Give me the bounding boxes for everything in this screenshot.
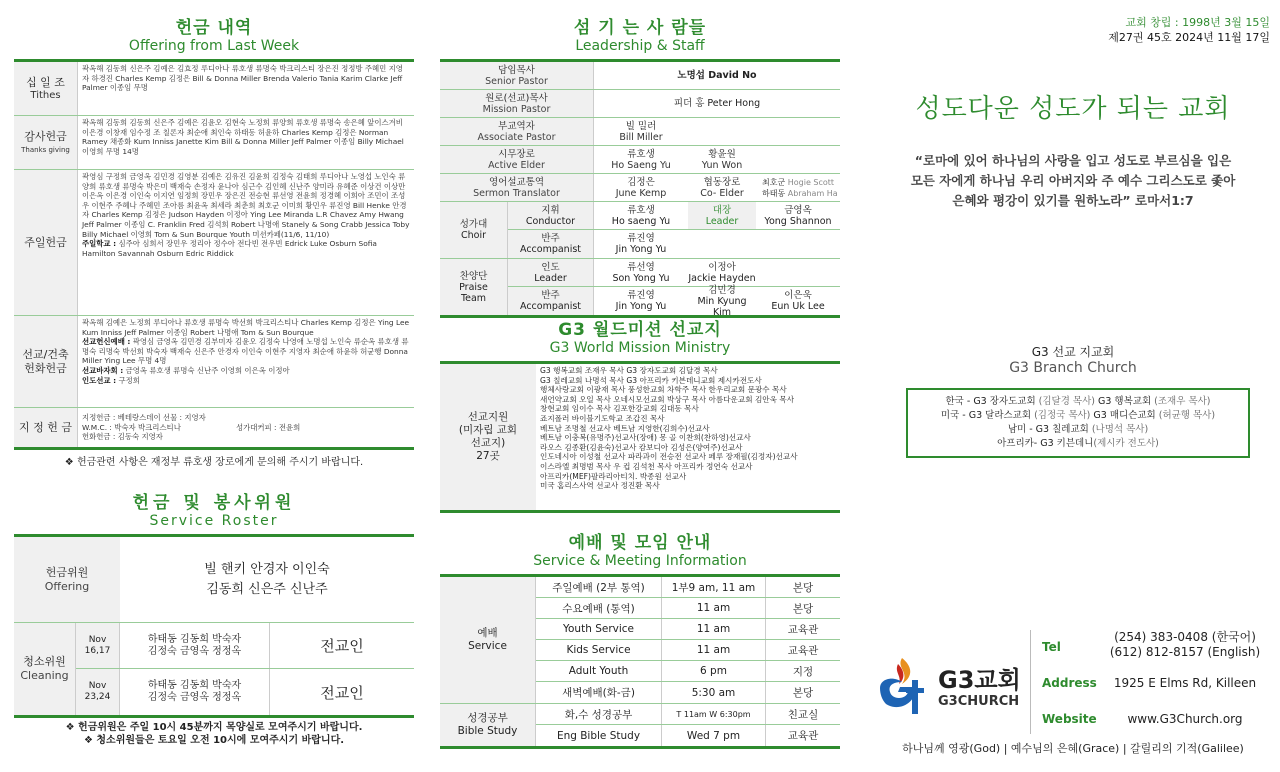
mission-pastor-label bbox=[440, 90, 594, 117]
choir-accompanist-label bbox=[508, 230, 594, 258]
tithes-label bbox=[14, 62, 78, 115]
mission-list-item: 창현교회 임이수 목사 김포한강교회 김대동 목사 bbox=[540, 404, 699, 414]
website-link[interactable]: www.G3Church.org bbox=[1127, 712, 1243, 726]
designated-offering-label-ko: 지 정 헌 금 bbox=[19, 420, 72, 434]
church-logo bbox=[872, 654, 1022, 718]
cleaning-committee-label bbox=[14, 623, 76, 715]
tel-label: Tel bbox=[1042, 640, 1061, 654]
service-name: 주일예배 (2부 통역) bbox=[536, 577, 662, 597]
cleaning-names bbox=[120, 669, 270, 715]
associate-pastor-label-en: Associate Pastor bbox=[477, 131, 556, 143]
cleaning-committee-label-ko: 청소위원 bbox=[23, 655, 66, 668]
branch-church-header bbox=[866, 343, 1280, 376]
flame-cross-logo-icon bbox=[872, 654, 932, 718]
praise-leader-name-ko: 류선영 bbox=[627, 261, 655, 273]
co-elder-label-en: Co- Elder bbox=[700, 187, 744, 199]
cleaning-committee bbox=[14, 623, 414, 715]
designated-offering-label bbox=[14, 408, 78, 447]
offering-header bbox=[14, 18, 414, 55]
mission-table bbox=[440, 361, 840, 513]
senior-pastor-label-en: Senior Pastor bbox=[485, 75, 548, 87]
active-elder-name-en: Ho Saeng Yu bbox=[611, 159, 671, 171]
praise-accompanist-name bbox=[756, 287, 840, 315]
services-title: 예배 및 모임 안내 bbox=[568, 533, 712, 553]
praise-accompanist-row bbox=[508, 284, 840, 318]
offering-committee-names bbox=[120, 537, 414, 622]
praise-team-rows bbox=[508, 259, 840, 318]
mission-list-item: 라오스 김종환(김윤숙)선교사 캄보디아 김성은(양여주)선교사 bbox=[540, 442, 743, 452]
service-place: 교육관 bbox=[787, 623, 819, 636]
active-elder-name-en: Yun Won bbox=[701, 159, 743, 171]
cleaning-row bbox=[76, 623, 414, 669]
service-name: Adult Youth bbox=[536, 661, 662, 681]
senior-pastor-label-ko: 담임목사 bbox=[498, 64, 535, 76]
branch-church-pastor: (김달경 목사) bbox=[1038, 396, 1095, 407]
cleaning-all-members: 전교인 bbox=[320, 637, 364, 655]
service-row bbox=[536, 640, 840, 661]
praise-accompanist-name bbox=[594, 287, 688, 315]
praise-leader-name-en: Jackie Hayden bbox=[688, 272, 756, 284]
services-subtitle: Service & Meeting Information bbox=[533, 553, 747, 569]
leadership-title: 섬 기 는 사 람들 bbox=[573, 18, 707, 38]
mission-support-label-line: 선교지원 bbox=[467, 411, 509, 423]
co-elder-name-en: Hogie Scott bbox=[787, 177, 835, 187]
worship-group bbox=[440, 577, 840, 704]
cleaning-date bbox=[76, 669, 120, 715]
service-time: 5:30 am bbox=[662, 682, 766, 703]
service-place: 본당 bbox=[792, 581, 814, 594]
sermon-translator-row bbox=[440, 174, 840, 202]
offering-committee-label-ko: 헌금위원 bbox=[45, 565, 89, 579]
offering-committee-label-en: Offering bbox=[44, 579, 90, 593]
website-label: Website bbox=[1042, 712, 1097, 726]
choir-leader-label bbox=[688, 202, 756, 229]
flower-offering-label-ko: 헌화헌금 bbox=[24, 361, 67, 375]
associate-pastor-label-ko: 부교역자 bbox=[498, 120, 535, 132]
active-elder-name bbox=[594, 146, 688, 173]
choir-leader-label-ko: 대장 bbox=[712, 204, 732, 216]
cleaning-names-line: 하태동 김동희 박숙자 bbox=[147, 633, 242, 645]
praise-team-label-en: Team bbox=[460, 292, 487, 304]
choir-accompanist-row bbox=[508, 230, 840, 258]
leadership-column bbox=[440, 0, 840, 772]
mission-list-item: 아프리카(MEF)팔라리아티치. 박종원 선교사 bbox=[540, 471, 687, 481]
cleaning-names bbox=[120, 623, 270, 668]
sermon-translator-label-ko: 영어설교통역 bbox=[488, 176, 545, 188]
mission-pastor-name: 피더 홍 Peter Hong bbox=[673, 98, 761, 109]
co-elder-name bbox=[762, 188, 838, 199]
bible-study-label-ko: 성경공부 bbox=[467, 712, 508, 724]
service-row bbox=[536, 577, 840, 598]
logo-wordmark-ko: G3교회 bbox=[938, 666, 1021, 694]
praise-accompanist-label-ko: 반주 bbox=[541, 290, 560, 301]
praise-leader-name bbox=[594, 259, 688, 286]
tel-korean[interactable]: (254) 383-0408 (한국어) bbox=[1114, 630, 1256, 644]
mission-list bbox=[536, 364, 840, 510]
bible-study-label bbox=[440, 704, 536, 746]
bible-study-group bbox=[440, 704, 840, 746]
conductor-name-en: Ho saeng Yu bbox=[611, 215, 671, 227]
praise-leader-name-en: Son Yong Yu bbox=[612, 272, 670, 284]
mission-support-label bbox=[440, 364, 536, 510]
branch-church-item bbox=[912, 409, 1244, 423]
co-elder-name bbox=[762, 177, 834, 188]
designated-offering-content bbox=[78, 408, 414, 447]
cleaning-all-members: 전교인 bbox=[320, 683, 364, 702]
mission-list-item: 인도네시아 이성철 선교사 파라과이 전승전 선교사 페루 장재필(김정자)선교사 bbox=[540, 452, 798, 462]
bible-study-row bbox=[536, 704, 840, 725]
leadership-table bbox=[440, 59, 840, 318]
thanksgiving-label bbox=[14, 116, 78, 169]
service-place: 본당 bbox=[792, 687, 814, 699]
active-elder-row bbox=[440, 146, 840, 174]
worship-label-ko: 예배 bbox=[477, 627, 498, 639]
branch-church-name: 남미 - G3 칠레교회 bbox=[1007, 424, 1092, 435]
bulletin-issue: 제27권 45호 2024년 11월 17일 bbox=[1108, 31, 1270, 44]
sunday-school-names: 심주아 심희서 장민우 정리아 정수아 전다빈 전우빈 Edrick Luke Osburn Sofia Hamilton Savannah Osburn Edric Riddick bbox=[82, 239, 377, 258]
branch-church-name: 한국 - G3 장자도교회 bbox=[945, 396, 1039, 407]
bible-study-place: 교육관 bbox=[787, 730, 819, 742]
mission-pastor-label-en: Mission Pastor bbox=[482, 103, 551, 115]
mission-worship-label: 선교헌신예배 : bbox=[82, 337, 131, 347]
choir-accompanist-name-en: Jin Yong Yu bbox=[615, 244, 667, 255]
india-mission-label: 인도선교 : bbox=[82, 375, 117, 385]
thanksgiving-label-ko: 감사헌금 bbox=[24, 129, 67, 143]
mission-building-label-ko: 선교/건축 bbox=[22, 347, 69, 361]
choir-accompanist-label-ko: 반주 bbox=[541, 233, 560, 244]
mission-list-item: 행체사랑교회 이광재 목사 풍성한교회 차학주 목사 한우리교회 문광수 목사 bbox=[540, 385, 787, 395]
mission-building-names: 곽옥해 김예은 노정희 루디아나 류호생 류명숙 박선희 박크리스티나 Charles Kemp 김정은 Ying Lee Kum Inniss Jeff Palmer 이종임 Robert 나명애 Tom & Sun Bourque bbox=[82, 318, 410, 337]
choir-accompanist-label-en: Accompanist bbox=[519, 244, 582, 255]
praise-accompanist-name-en: Jin Yong Yu bbox=[615, 301, 667, 312]
branch-church-pastor: (제시카 전도사) bbox=[1093, 438, 1159, 449]
praise-accompanist-label-en: Accompanist bbox=[519, 301, 582, 312]
branch-church-pastor: (조재우 목사) bbox=[1154, 396, 1211, 407]
cleaning-committee-label-en: Cleaning bbox=[20, 669, 69, 682]
service-name: 수요예배 (통역) bbox=[536, 598, 662, 618]
branch-church-list bbox=[906, 388, 1250, 458]
bible-verse-line: “로마에 있어 하나님의 사랑을 입고 성도로 부르심을 입은 bbox=[914, 153, 1232, 168]
thanksgiving-row bbox=[14, 116, 414, 170]
cleaning-month: Nov bbox=[88, 681, 107, 691]
branch-church-pastor: (허균행 목사) bbox=[1158, 410, 1216, 421]
praise-accompanist-name-ko: 김민경 bbox=[708, 284, 736, 296]
mission-worship-names: 곽영심 금영옥 김민경 김부미자 김윤오 김정숙 나영애 노명섭 노인숙 류순옥 류호생 류명숙 리명숙 박선희 박숙자 백재숙 신은주 안경자 이인숙 이현주 지영자 최순애 하윤하 허균행 Donna Miller Ying Lee 무명 4명 bbox=[82, 337, 409, 366]
leadership-subtitle: Leadership & Staff bbox=[575, 38, 705, 54]
bible-verse-line: 은혜와 평강이 있기를 원하노라” 로마서1:7 bbox=[952, 193, 1194, 208]
praise-leader-name-ko: 이정아 bbox=[708, 261, 736, 273]
associate-pastor-name-ko: 빌 밀러 bbox=[625, 120, 657, 132]
offering-committee-line: 김동희 신은주 신난주 bbox=[206, 581, 328, 597]
choir-conductor-row bbox=[508, 202, 840, 230]
cleaning-names-line: 김정숙 금영옥 정정옥 bbox=[147, 692, 242, 703]
service-row bbox=[536, 682, 840, 703]
bible-study-label-en: Bible Study bbox=[457, 725, 518, 737]
offering-column bbox=[14, 0, 414, 772]
service-place: 본당 bbox=[792, 602, 814, 615]
co-elder-name-en: Abraham Ha bbox=[787, 188, 838, 198]
branch-church-item bbox=[912, 395, 1244, 409]
sermon-translator-name-ko: 김정은 bbox=[627, 176, 655, 188]
choir-leader-name-en: Yong Shannon bbox=[764, 215, 832, 227]
mission-list-item: 새언약교회 오일 목사 오네시모선교회 박상구 목사 아름다운교회 김안욱 목사 bbox=[540, 394, 795, 404]
bible-study-time: T 11am W 6:30pm bbox=[662, 704, 766, 724]
sunday-school-label: 주일학교 : bbox=[82, 239, 117, 249]
offering-title: 헌금 내역 bbox=[175, 18, 253, 38]
service-name: Kids Service bbox=[536, 640, 662, 660]
praise-team-group bbox=[440, 259, 840, 318]
contact-block bbox=[866, 626, 1280, 736]
mission-list-item: 베트남 이충복(유명주)선교사(장애) 몽 골 이찬희(찬하영)선교사 bbox=[540, 433, 751, 443]
roster-note-cleaning: ❖ 청소위원들은 토요일 오전 10시에 모여주시기 바랍니다. bbox=[83, 735, 345, 746]
sermon-translator-name-en: June Kemp bbox=[615, 187, 667, 199]
cleaning-names-line: 김정숙 금영옥 정정옥 bbox=[147, 645, 242, 657]
conductor-name-ko: 류호생 bbox=[627, 204, 655, 216]
mission-support-count: 27곳 bbox=[476, 450, 500, 462]
service-time: 1부9 am, 11 am bbox=[662, 577, 766, 597]
sunday-offering-content bbox=[78, 170, 414, 315]
praise-leader-row bbox=[508, 259, 840, 287]
branch-church-name: 미국 - G3 달라스교회 bbox=[940, 410, 1035, 421]
offering-committee-row bbox=[14, 537, 414, 623]
cleaning-days: 16,17 bbox=[84, 645, 111, 656]
worship-label bbox=[440, 577, 536, 703]
choir-leader-label-en: Leader bbox=[705, 215, 739, 227]
bible-study-row bbox=[536, 725, 840, 746]
associate-pastor-label bbox=[440, 118, 594, 145]
roster-note-offering: ❖ 헌금위원은 주일 10시 45분까지 목양실로 모여주시기 바랍니다. bbox=[65, 722, 363, 733]
tithes-label-en: Tithes bbox=[30, 89, 61, 101]
designated-offering-lines bbox=[82, 413, 232, 442]
mission-subtitle: G3 World Mission Ministry bbox=[549, 340, 731, 356]
conductor-label-ko: 지휘 bbox=[541, 204, 560, 216]
conductor-label-en: Conductor bbox=[525, 215, 576, 227]
bible-study-name: 화,수 성경공부 bbox=[536, 704, 662, 724]
mission-pastor-label-ko: 원로(선교)목사 bbox=[485, 92, 548, 104]
praise-leader-label bbox=[508, 259, 594, 286]
cleaning-month: Nov bbox=[88, 634, 107, 645]
mission-list-item: G3 칠레교회 나명석 목사 G3 아프리카 키븐데니교회 제시카전도사 bbox=[540, 375, 762, 385]
choir-group bbox=[440, 202, 840, 259]
sermon-translator-label bbox=[440, 174, 594, 201]
co-elder-label-ko: 협동장로 bbox=[703, 176, 741, 188]
sermon-translator-label-en: Sermon Translator bbox=[473, 187, 560, 199]
associate-pastor-row bbox=[440, 118, 840, 146]
thanksgiving-label-en: Thanks giving bbox=[21, 145, 70, 154]
roster-table bbox=[14, 534, 414, 718]
service-place: 교육관 bbox=[787, 644, 819, 657]
praise-accompanist-label bbox=[508, 287, 594, 315]
worship-label-en: Service bbox=[468, 640, 507, 652]
address-label: Address bbox=[1042, 676, 1097, 690]
cleaning-row bbox=[76, 669, 414, 715]
associate-pastor-name bbox=[594, 118, 688, 145]
praise-leader-label-ko: 인도 bbox=[541, 261, 560, 273]
choir-coffee-offering: 성가대커피 : 전윤희 bbox=[236, 422, 301, 432]
roster-note bbox=[14, 721, 414, 747]
praise-accompanist-name-en: Eun Uk Lee bbox=[771, 301, 825, 312]
service-row bbox=[536, 661, 840, 682]
active-elder-label-ko: 시무장로 bbox=[498, 148, 535, 160]
co-elder-name-ko: 최호군 bbox=[762, 177, 786, 187]
bible-verse bbox=[866, 151, 1280, 211]
mission-list-item: 죠지폴러 바이블기도학교 조갑진 목사 bbox=[540, 413, 665, 423]
church-founded-date: 교회 창립 : 1998년 3월 15일 bbox=[1125, 16, 1270, 29]
mission-list-item: 미국 홈리스사역 선교사 정진환 목사 bbox=[540, 481, 660, 491]
conductor-name bbox=[594, 202, 688, 229]
service-row bbox=[536, 598, 840, 619]
mission-list-item: 이스라엘 최명범 목사 우 컵 김석천 목사 아프리카 정연숙 선교사 bbox=[540, 461, 753, 471]
service-time: 6 pm bbox=[662, 661, 766, 681]
bible-study-time: Wed 7 pm bbox=[662, 725, 766, 746]
cleaning-days: 23,24 bbox=[84, 692, 111, 702]
services-table bbox=[440, 574, 840, 749]
sunday-offering-row bbox=[14, 170, 414, 316]
mission-building-label bbox=[14, 316, 78, 407]
services-header bbox=[440, 533, 840, 570]
mission-support-label-line: (미자립 교회 bbox=[458, 424, 518, 436]
praise-accompanist-name-en: Min Kyung Kim bbox=[697, 295, 747, 318]
mission-bazaar-names: 금영옥 류호생 류명숙 신난주 이영희 이은옥 이정아 bbox=[125, 365, 290, 375]
praise-accompanist-name-ko: 이은욱 bbox=[784, 290, 812, 301]
sunday-offering-label-ko: 주일헌금 bbox=[24, 235, 67, 249]
conductor-label bbox=[508, 202, 594, 229]
sermon-translator-name bbox=[594, 174, 688, 201]
branch-church-name: G3 매디슨교회 bbox=[1090, 410, 1159, 421]
branch-church-name: G3 행복교회 bbox=[1094, 396, 1155, 407]
branch-church-name: 아프리카- G3 키븐데니 bbox=[997, 438, 1094, 449]
bible-study-name: Eng Bible Study bbox=[536, 725, 662, 746]
praise-team-label-ko: 찬양단 bbox=[459, 270, 488, 282]
tithes-row bbox=[14, 62, 414, 116]
senior-pastor-row bbox=[440, 62, 840, 90]
church-motto: 성도다운 성도가 되는 교회 bbox=[915, 94, 1231, 124]
praise-team-label bbox=[440, 259, 508, 315]
branch-church-pastor: (나명석 목사) bbox=[1091, 424, 1149, 435]
offering-subtitle: Offering from Last Week bbox=[128, 38, 300, 54]
sunday-offering-names: 곽영심 구정희 금영옥 김민경 김영분 김예은 김유진 김윤희 김정숙 김태희 루디아나 노영섭 노인숙 류양희 류호생 류명숙 박은미 백재숙 손정자 윤나아 심근수 김인혜 신난주 양미라 유혜준 이상건 이상만 이은옥 이은경 이인숙 이지연 임정희 장민우 장은진 전승현 류선영 전윤희 정경혜 이희아 조민이 조성우 이현주 주혜나 주혜민 조아름 최윤옥 최세라 최춘희 최호군 이미희 황민우 류진영 Bill Henke 안경자 Charles Kemp 김정은 Judson Hayden 이정아 Ying Lee Miranda L.R Chavez Amy Hwang Jeff Palmer 이종임 C. Franklin Fred 김석희 Robert 나명애 Stanely & Song Crabb Jessica Toby Billy Michael 이영희 Tom & Sun Bourque Youth 미션카페(11/6, 11/10) bbox=[82, 172, 410, 239]
tel-english[interactable]: (612) 812-8157 (English) bbox=[1109, 645, 1261, 659]
cleaning-date bbox=[76, 623, 120, 668]
branch-church-pastor: (김정국 목사) bbox=[1034, 410, 1091, 421]
active-elder-label bbox=[440, 146, 594, 173]
sunday-offering-label bbox=[14, 170, 78, 315]
branch-church-item bbox=[912, 437, 1244, 451]
choir-label-ko: 성가대 bbox=[459, 219, 488, 230]
service-name: Youth Service bbox=[536, 619, 662, 639]
mission-list-item: G3 행복교회 조재우 목사 G3 장자도교회 김달경 목사 bbox=[540, 366, 718, 375]
worship-rows bbox=[536, 577, 840, 703]
designated-offering-line: 헌화헌금 : 김동숙 지영자 bbox=[82, 432, 163, 442]
cleaning-names-line: 하태동 김동희 박숙자 bbox=[147, 680, 242, 691]
co-elder-name-ko: 하태동 bbox=[762, 188, 786, 198]
contact-divider bbox=[1030, 630, 1031, 734]
mission-header bbox=[440, 320, 840, 357]
mission-building-content bbox=[78, 316, 414, 407]
roster-header bbox=[14, 493, 414, 530]
india-mission-names: 구정희 bbox=[118, 375, 140, 385]
service-place: 지정 bbox=[792, 665, 814, 678]
bible-verse-line: 모든 자에게 하나님 우리 아버지와 주 예수 그리스도로 좇아 bbox=[910, 173, 1236, 188]
branch-church-subtitle: G3 Branch Church bbox=[1009, 360, 1137, 376]
mission-support-label-line: 선교지) bbox=[470, 437, 506, 449]
branch-church-title: G3 선교 지교회 bbox=[1031, 345, 1115, 359]
mission-bazaar-label: 선교바자회 : bbox=[82, 365, 124, 375]
offering-committee-line: 빌 핸키 안경자 이인숙 bbox=[204, 561, 330, 577]
active-elder-name-ko: 황윤원 bbox=[708, 148, 736, 160]
service-time: 11 am bbox=[662, 598, 766, 618]
co-elder-names bbox=[756, 174, 840, 201]
praise-team-label-en: Praise bbox=[459, 281, 488, 293]
service-time: 11 am bbox=[662, 640, 766, 660]
senior-pastor-name: 노명섭 David No bbox=[677, 70, 757, 81]
active-elder-label-en: Active Elder bbox=[488, 159, 545, 171]
tithes-names: 곽옥해 김동희 신은주 김예은 김효정 루디아나 류호생 류명숙 박크리스티 장은진 정정방 주혜민 지영자 하경진 Charles Kemp 김정은 Bill & Donna Miller Brenda Valerio Tania Karim Clarke Jeff Palmer 이종임 무명 bbox=[82, 64, 403, 93]
mission-pastor-row bbox=[440, 90, 840, 118]
tithes-label-ko: 십 일 조 bbox=[26, 75, 65, 89]
choir-accompanist-name bbox=[594, 230, 688, 258]
service-row bbox=[536, 619, 840, 640]
choir-leader-name-ko: 금영옥 bbox=[784, 204, 812, 216]
designated-offering-row bbox=[14, 408, 414, 450]
mission-title: G3 월드미션 선교지 bbox=[558, 320, 722, 340]
church-tagline: 하나님께 영광(God) | 예수님의 은혜(Grace) | 갈릴리의 기적(Galilee) bbox=[902, 742, 1244, 755]
designated-offering-line: 지정헌금 : 베테랑스데이 선물 : 지영자 bbox=[82, 413, 206, 423]
active-elder-name-ko: 류호생 bbox=[627, 148, 655, 160]
offering-committee-label bbox=[14, 537, 120, 622]
mission-list-item: 베트남 조명철 선교사 베트남 지영한(김희수)선교사 bbox=[540, 423, 710, 433]
offering-note: ❖ 헌금관련 사항은 재정부 류호생 장로에게 문의해 주시기 바랍니다. bbox=[64, 457, 364, 468]
offering-table bbox=[14, 59, 414, 450]
praise-leader-label-en: Leader bbox=[534, 272, 567, 284]
choir-leader-name bbox=[756, 202, 840, 229]
service-time: 11 am bbox=[662, 619, 766, 639]
bible-study-place: 친교실 bbox=[787, 708, 819, 721]
praise-accompanist-name-ko: 류진영 bbox=[627, 290, 655, 301]
branch-church-item bbox=[912, 423, 1244, 437]
cleaning-committee-rows bbox=[76, 623, 414, 715]
cover-column bbox=[866, 0, 1280, 772]
roster-title: 헌금 및 봉사위원 bbox=[132, 493, 296, 513]
leadership-header bbox=[440, 18, 840, 55]
choir-label bbox=[440, 202, 508, 258]
designated-offering-line: W.M.C. : 박숙자 박크리스티나 bbox=[82, 422, 181, 432]
address-value: 1925 E Elms Rd, Killeen bbox=[1113, 676, 1257, 690]
mission-building-row bbox=[14, 316, 414, 408]
service-name: 새벽예배(화-금) bbox=[536, 682, 662, 703]
choir-rows bbox=[508, 202, 840, 258]
bible-study-rows bbox=[536, 704, 840, 746]
active-elder-name bbox=[688, 146, 756, 173]
logo-wordmark-en: G3CHURCH bbox=[938, 694, 1020, 709]
roster-subtitle: Service Roster bbox=[149, 513, 279, 529]
co-elder-label bbox=[688, 174, 756, 201]
tel-value[interactable] bbox=[1096, 630, 1274, 660]
thanksgiving-names: 곽옥해 김동희 김동희 신은주 김예은 김윤오 김현숙 노정희 류양희 류호생 류명숙 송은혜 앞이스겨비 이은경 이창재 임수정 조 칠론자 최순애 최인숙 하태동 허윤하 Charles Kemp 김정은 Norman Ramey 채종화 Kum Inniss Janette Kim Bill & Donna Miller Jeff Palmer 이종임 Billy Michael 이영희 무명 14명 bbox=[82, 118, 404, 156]
praise-leader-name bbox=[688, 259, 756, 286]
associate-pastor-name-en: Bill Miller bbox=[619, 131, 663, 143]
senior-pastor-label bbox=[440, 62, 594, 89]
choir-label-en: Choir bbox=[460, 230, 486, 241]
choir-accompanist-name-ko: 류진영 bbox=[627, 233, 655, 244]
praise-accompanist-name bbox=[688, 284, 756, 318]
